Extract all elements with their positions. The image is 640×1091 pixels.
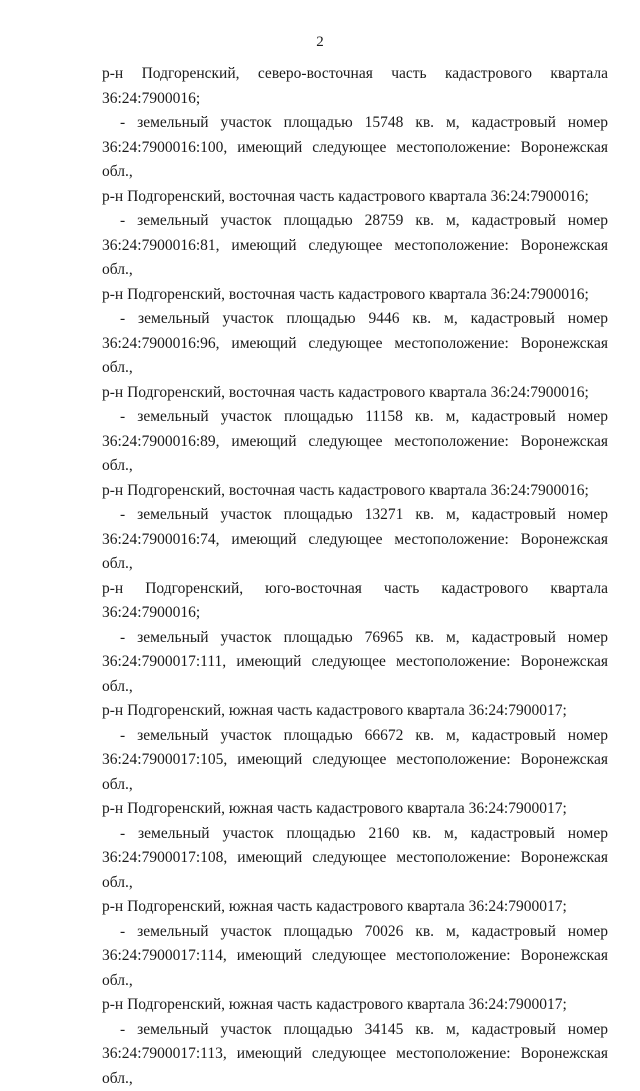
text-line: - земельный участок площадью 9446 кв. м, кадастровый номер: [102, 307, 608, 332]
text-line: 36:24:7900017:105, имеющий следующее местоположение: Воронежская обл.,: [102, 748, 608, 797]
text-line: - земельный участок площадью 13271 кв. м, кадастровый номер: [102, 503, 608, 528]
text-line: - земельный участок площадью 15748 кв. м, кадастровый номер: [102, 111, 608, 136]
land-plot-item: [102, 307, 608, 405]
text-line: - земельный участок площадью 66672 кв. м, кадастровый номер: [102, 724, 608, 749]
text-line: 36:24:7900016:81, имеющий следующее местоположение: Воронежская обл.,: [102, 234, 608, 283]
text-line: р-н Подгоренский, северо-восточная часть кадастрового квартала: [102, 62, 608, 87]
text-line: 36:24:7900017:114, имеющий следующее местоположение: Воронежская обл.,: [102, 944, 608, 993]
land-plot-item: [102, 405, 608, 503]
land-plot-item: [102, 1018, 608, 1091]
land-plot-item: [102, 822, 608, 920]
document-body: [102, 62, 608, 1091]
land-plot-item: [102, 724, 608, 822]
text-line: р-н Подгоренский, восточная часть кадастрового квартала 36:24:7900016;: [102, 283, 608, 308]
text-line: - земельный участок площадью 2160 кв. м, кадастровый номер: [102, 822, 608, 847]
text-line: - земельный участок площадью 76965 кв. м, кадастровый номер: [102, 626, 608, 651]
page-number: 2: [0, 34, 640, 51]
land-plot-item: [102, 503, 608, 626]
text-line: - земельный участок площадью 70026 кв. м, кадастровый номер: [102, 920, 608, 945]
text-line: 36:24:7900016:89, имеющий следующее местоположение: Воронежская обл.,: [102, 430, 608, 479]
text-line: 36:24:7900016;: [102, 601, 608, 626]
text-line: - земельный участок площадью 34145 кв. м, кадастровый номер: [102, 1018, 608, 1043]
text-line: р-н Подгоренский, южная часть кадастрового квартала 36:24:7900017;: [102, 993, 608, 1018]
text-line: р-н Подгоренский, южная часть кадастрового квартала 36:24:7900017;: [102, 699, 608, 724]
text-line: 36:24:7900016:96, имеющий следующее местоположение: Воронежская обл.,: [102, 332, 608, 381]
text-line: р-н Подгоренский, восточная часть кадастрового квартала 36:24:7900016;: [102, 479, 608, 504]
text-line: 36:24:7900016;: [102, 87, 608, 112]
text-line: 36:24:7900016:74, имеющий следующее местоположение: Воронежская обл.,: [102, 528, 608, 577]
text-line: р-н Подгоренский, южная часть кадастрового квартала 36:24:7900017;: [102, 797, 608, 822]
text-line: 36:24:7900017:113, имеющий следующее местоположение: Воронежская обл.,: [102, 1042, 608, 1091]
text-line: р-н Подгоренский, восточная часть кадастрового квартала 36:24:7900016;: [102, 381, 608, 406]
text-line: р-н Подгоренский, восточная часть кадастрового квартала 36:24:7900016;: [102, 185, 608, 210]
text-line: 36:24:7900017:111, имеющий следующее местоположение: Воронежская обл.,: [102, 650, 608, 699]
text-line: 36:24:7900016:100, имеющий следующее местоположение: Воронежская обл.,: [102, 136, 608, 185]
text-line: - земельный участок площадью 11158 кв. м, кадастровый номер: [102, 405, 608, 430]
text-line: - земельный участок площадью 28759 кв. м, кадастровый номер: [102, 209, 608, 234]
land-plot-item: [102, 626, 608, 724]
land-plot-item: [102, 209, 608, 307]
land-plot-item: [102, 111, 608, 209]
text-line: р-н Подгоренский, южная часть кадастрового квартала 36:24:7900017;: [102, 895, 608, 920]
text-line: р-н Подгоренский, юго-восточная часть кадастрового квартала: [102, 577, 608, 602]
paragraph-continuation: [102, 62, 608, 111]
text-line: 36:24:7900017:108, имеющий следующее местоположение: Воронежская обл.,: [102, 846, 608, 895]
land-plot-item: [102, 920, 608, 1018]
